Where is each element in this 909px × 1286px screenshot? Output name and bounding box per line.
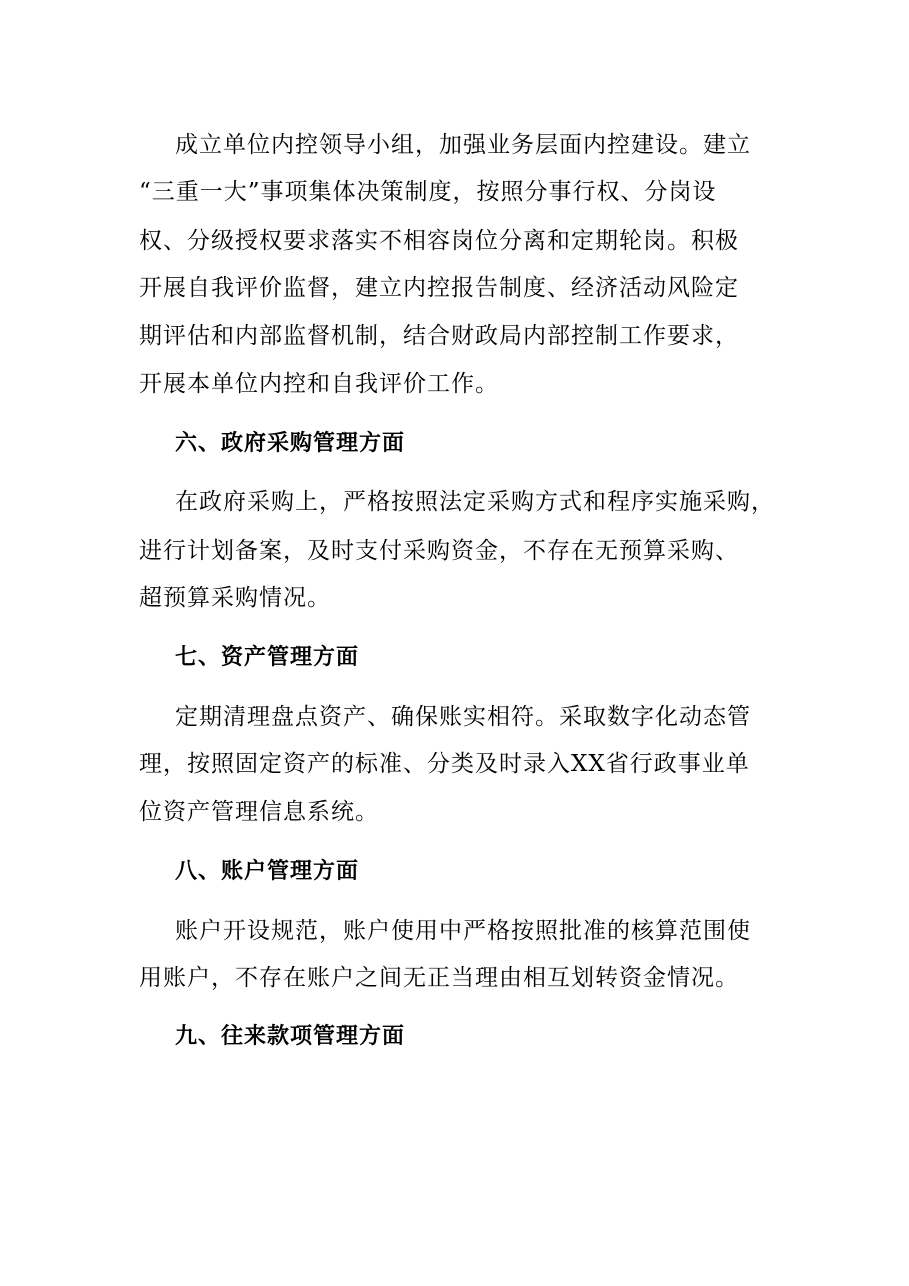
paragraph-line: “三重一大”事项集体决策制度，按照分事行权、分岗设 <box>139 179 717 205</box>
paragraph-line: 成立单位内控领导小组，加强业务层面内控建设。建立 <box>175 132 751 158</box>
paragraph-line: 账户开设规范，账户使用中严格按照批准的核算范围使 <box>175 918 751 944</box>
paragraph-line: 在政府采购上，严格按照法定采购方式和程序实施采购， <box>175 489 775 515</box>
paragraph-line: 定期清理盘点资产、确保账实相符。采取数字化动态管 <box>175 704 751 730</box>
section-heading-assets: 七、资产管理方面 <box>175 645 360 670</box>
paragraph-line: 位资产管理信息系统。 <box>139 799 379 825</box>
paragraph-line: 进行计划备案，及时支付采购资金，不存在无预算采购、 <box>139 538 739 564</box>
section-heading-procurement: 六、政府采购管理方面 <box>175 431 406 456</box>
section-heading-receivables: 九、往来款项管理方面 <box>175 1024 406 1049</box>
paragraph-line: 理，按照固定资产的标准、分类及时录入XX省行政事业单 <box>139 751 750 777</box>
paragraph-line: 超预算采购情况。 <box>139 585 331 611</box>
paragraph-line: 期评估和内部监督机制，结合财政局内部控制工作要求， <box>139 323 739 349</box>
paragraph-line: 开展自我评价监督，建立内控报告制度、经济活动风险定 <box>139 275 739 301</box>
paragraph-line: 用账户，不存在账户之间无正当理由相互划转资金情况。 <box>139 965 739 991</box>
paragraph-line: 开展本单位内控和自我评价工作。 <box>139 371 499 397</box>
paragraph-line: 权、分级授权要求落实不相容岗位分离和定期轮岗。积极 <box>139 228 739 254</box>
section-heading-accounts: 八、账户管理方面 <box>175 859 360 884</box>
